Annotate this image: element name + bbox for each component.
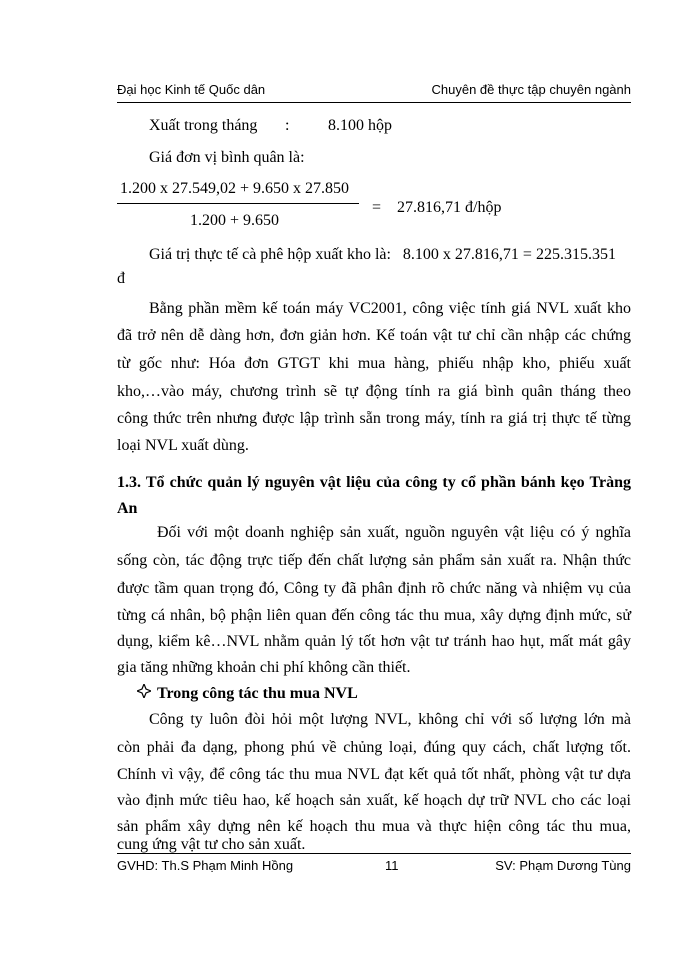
para1-line: kho,…vào máy, chương trình sẽ tự động tính ra giá bình quân tháng theo [117,383,631,400]
diamond-bullet-icon [137,684,151,703]
para1-line: đã trở nên dễ dàng hơn, đơn giản hơn. Kế toán vật tư chỉ cần nhập các chứng [117,327,631,344]
section-heading-line2: An [117,500,138,517]
footer-advisor: GVHD: Th.S Phạm Minh Hồng [117,858,294,873]
para3-line: vào định mức tiêu hao, kế hoạch sản xuất, kế hoạch dự trữ NVL cho các loại [117,792,631,809]
currency-unit: đ [117,270,125,287]
para1-line: loại NVL xuất dùng. [117,437,249,454]
para3-line: còn phải đa dạng, phong phú về chủng loại, đúng quy cách, chất lượng tốt. [117,739,631,756]
gia-don-vi-label: Giá đơn vị bình quân là: [149,149,305,166]
equals-sign: = [372,199,382,216]
para2-line: được tầm quan trọng đó, Công ty đã phân định rõ chức năng và nhiệm vụ của [117,580,631,597]
header-university: Đại học Kinh tế Quốc dân [117,82,266,97]
subheading-text: Trong công tác thu mua NVL [157,685,358,702]
para2-line: dụng, kiểm kê…NVL nhằm quản lý tốt hơn vật tư tránh hao hụt, mất mát gây [117,633,631,650]
gia-tri-line: Giá trị thực tế cà phê hộp xuất kho là: 8.100 x 27.816,71 = 225.315.351 [149,246,616,263]
para1-line: công thức trên nhưng được lập trình sẵn trong máy, tính ra giá trị thực tế từng [117,410,631,427]
fraction-denominator: 1.200 + 9.650 [190,212,280,229]
page-number: 11 [385,858,399,873]
para3-line: Chính vì vậy, để công tác thu mua NVL đạt kết quả tốt nhất, phòng vật tư dựa [117,766,631,783]
para2-line: từng cá nhân, bộ phận liên quan đến công tác thu mua, xây dựng định mức, sử [117,607,631,624]
para1-line: Bằng phần mềm kế toán máy VC2001, công việc tính giá NVL xuất kho [149,300,631,317]
para2-line: sống còn, tác động trực tiếp đến chất lượng sản phẩm sản xuất ra. Nhận thức [117,552,631,569]
para2-line: gia tăng những khoản chi phí không cần thiết. [117,659,411,676]
subheading [137,684,358,703]
page-footer [117,853,631,876]
xuat-value: 8.100 hộp [328,117,392,134]
para3-line: sản phẩm xây dựng nên kế hoạch thu mua và thực hiện công tác thu mua, [117,818,631,835]
xuat-label: Xuất trong tháng [149,117,258,134]
fraction-numerator: 1.200 x 27.549,02 + 9.650 x 27.850 [120,180,350,197]
section-heading-line1: 1.3. Tổ chức quản lý nguyên vật liệu của công ty cổ phần bánh kẹo Tràng [117,474,631,491]
para3-line: Công ty luôn đòi hỏi một lượng NVL, không chỉ với số lượng lớn mà [149,711,631,728]
fraction-bar [117,203,359,204]
result-value: 27.816,71 đ/hộp [397,199,502,216]
page-header [117,80,631,103]
footer-student: SV: Phạm Dương Tùng [495,858,631,873]
para2-line: Đối với một doanh nghiệp sản xuất, nguồn nguyên vật liệu có ý nghĩa [157,524,631,541]
xuat-colon: : [285,117,290,134]
header-report-title: Chuyên đề thực tập chuyên ngành [431,82,631,97]
para3-line: cung ứng vật tư cho sản xuất. [117,836,306,853]
para1-line: từ gốc như: Hóa đơn GTGT khi mua hàng, phiếu nhập kho, phiếu xuất [117,355,631,372]
